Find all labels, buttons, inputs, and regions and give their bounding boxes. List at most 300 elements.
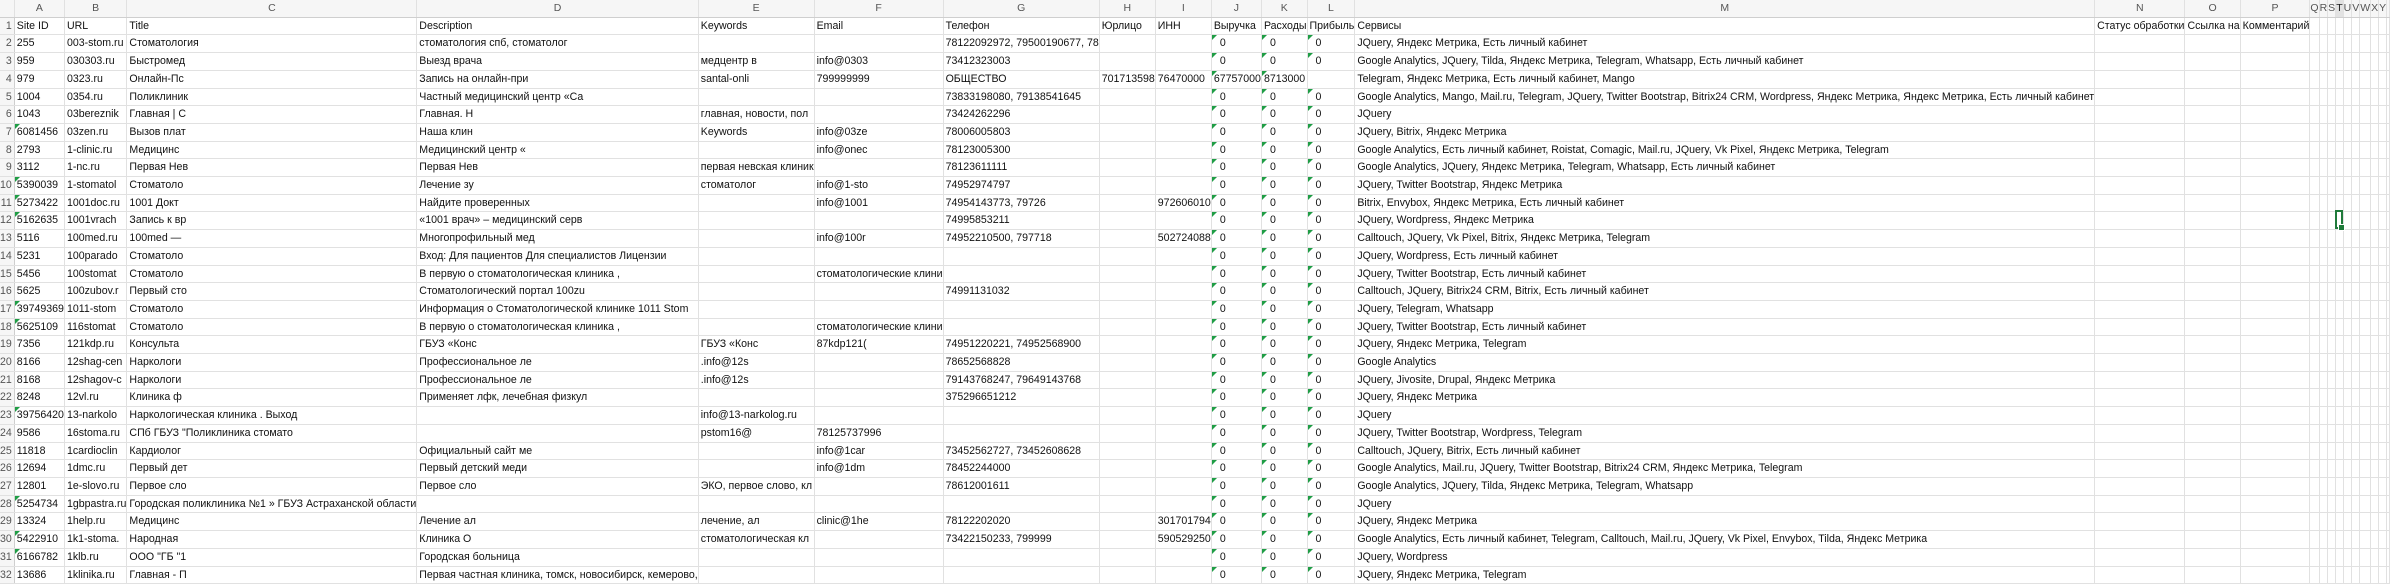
cell-u19[interactable] xyxy=(2343,336,2352,354)
cell-k25[interactable]: 0 xyxy=(1261,442,1307,460)
cell-d4[interactable]: Запись на онлайн-при xyxy=(417,70,698,88)
cell-w11[interactable] xyxy=(2360,194,2371,212)
cell-s21[interactable] xyxy=(2328,371,2336,389)
cell-j18[interactable]: 0 xyxy=(1211,318,1261,336)
cell-l29[interactable]: 0 xyxy=(1307,513,1355,531)
cell-i2[interactable] xyxy=(1155,35,1211,53)
cell-u30[interactable] xyxy=(2343,531,2352,549)
cell-overflow[interactable] xyxy=(2387,300,2390,318)
cell-c29[interactable]: Медицинс xyxy=(127,513,417,531)
cell-q30[interactable] xyxy=(2310,531,2319,549)
cell-r29[interactable] xyxy=(2319,513,2328,531)
cell-u18[interactable] xyxy=(2343,318,2352,336)
cell-m22[interactable]: JQuery, Яндекс Метрика xyxy=(1355,389,2095,407)
cell-e2[interactable] xyxy=(698,35,814,53)
cell-b9[interactable]: 1-nc.ru xyxy=(64,159,126,177)
cell-k1[interactable]: Расходы xyxy=(1261,17,1307,35)
cell-l4[interactable] xyxy=(1307,70,1355,88)
cell-c7[interactable]: Вызов плат xyxy=(127,123,417,141)
cell-s30[interactable] xyxy=(2328,531,2336,549)
cell-s10[interactable] xyxy=(2328,177,2336,195)
cell-r1[interactable] xyxy=(2319,17,2328,35)
cell-x30[interactable] xyxy=(2371,531,2379,549)
cell-overflow[interactable] xyxy=(2387,407,2390,425)
cell-r14[interactable] xyxy=(2319,247,2328,265)
cell-i23[interactable] xyxy=(1155,407,1211,425)
cell-s2[interactable] xyxy=(2328,35,2336,53)
cell-w12[interactable] xyxy=(2360,212,2371,230)
cell-t32[interactable] xyxy=(2336,566,2343,584)
cell-a30[interactable]: 5422910 xyxy=(14,531,64,549)
cell-g20[interactable]: 78652568828 xyxy=(943,354,1099,372)
cell-overflow[interactable] xyxy=(2387,177,2390,195)
cell-s3[interactable] xyxy=(2328,53,2336,71)
cell-q13[interactable] xyxy=(2310,230,2319,248)
cell-h27[interactable] xyxy=(1099,477,1155,495)
column-header-j[interactable]: J xyxy=(1211,0,1261,17)
cell-k11[interactable]: 0 xyxy=(1261,194,1307,212)
cell-q32[interactable] xyxy=(2310,566,2319,584)
row-header-22[interactable]: 22 xyxy=(0,389,14,407)
cell-i13[interactable]: 502724088 xyxy=(1155,230,1211,248)
cell-d16[interactable]: Стоматологический портал 100zu xyxy=(417,283,698,301)
cell-v32[interactable] xyxy=(2352,566,2360,584)
cell-c23[interactable]: Наркологическая клиника . Выход xyxy=(127,407,417,425)
cell-i7[interactable] xyxy=(1155,123,1211,141)
cell-t4[interactable] xyxy=(2336,70,2343,88)
cell-a24[interactable]: 9586 xyxy=(14,424,64,442)
cell-t8[interactable] xyxy=(2336,141,2343,159)
cell-w14[interactable] xyxy=(2360,247,2371,265)
cell-s17[interactable] xyxy=(2328,300,2336,318)
cell-k19[interactable]: 0 xyxy=(1261,336,1307,354)
column-header-n[interactable]: N xyxy=(2095,0,2185,17)
cell-n8[interactable] xyxy=(2095,141,2185,159)
cell-x6[interactable] xyxy=(2371,106,2379,124)
cell-n10[interactable] xyxy=(2095,177,2185,195)
cell-t15[interactable] xyxy=(2336,265,2343,283)
cell-j7[interactable]: 0 xyxy=(1211,123,1261,141)
cell-d23[interactable] xyxy=(417,407,698,425)
cell-p22[interactable] xyxy=(2240,389,2310,407)
cell-d32[interactable]: Первая частная клиника, томск, новосибирск, кемерово, xyxy=(417,566,698,584)
cell-s18[interactable] xyxy=(2328,318,2336,336)
cell-n26[interactable] xyxy=(2095,460,2185,478)
cell-overflow[interactable] xyxy=(2387,17,2390,35)
cell-j27[interactable]: 0 xyxy=(1211,477,1261,495)
cell-n13[interactable] xyxy=(2095,230,2185,248)
cell-y28[interactable] xyxy=(2379,495,2387,513)
cell-w20[interactable] xyxy=(2360,354,2371,372)
cell-r7[interactable] xyxy=(2319,123,2328,141)
cell-k28[interactable]: 0 xyxy=(1261,495,1307,513)
row-header-28[interactable]: 28 xyxy=(0,495,14,513)
cell-g19[interactable]: 74951220221, 74952568900 xyxy=(943,336,1099,354)
cell-j1[interactable]: Выручка xyxy=(1211,17,1261,35)
cell-i18[interactable] xyxy=(1155,318,1211,336)
cell-l32[interactable]: 0 xyxy=(1307,566,1355,584)
cell-v17[interactable] xyxy=(2352,300,2360,318)
cell-d20[interactable]: Профессиональное ле xyxy=(417,354,698,372)
cell-l31[interactable]: 0 xyxy=(1307,548,1355,566)
cell-k6[interactable]: 0 xyxy=(1261,106,1307,124)
cell-q21[interactable] xyxy=(2310,371,2319,389)
column-header-c[interactable]: C xyxy=(127,0,417,17)
cell-o3[interactable] xyxy=(2185,53,2240,71)
cell-e16[interactable] xyxy=(698,283,814,301)
cell-r30[interactable] xyxy=(2319,531,2328,549)
cell-i14[interactable] xyxy=(1155,247,1211,265)
cell-l3[interactable]: 0 xyxy=(1307,53,1355,71)
cell-j5[interactable]: 0 xyxy=(1211,88,1261,106)
cell-q3[interactable] xyxy=(2310,53,2319,71)
cell-n3[interactable] xyxy=(2095,53,2185,71)
cell-r4[interactable] xyxy=(2319,70,2328,88)
cell-r12[interactable] xyxy=(2319,212,2328,230)
cell-w27[interactable] xyxy=(2360,477,2371,495)
cell-s20[interactable] xyxy=(2328,354,2336,372)
cell-u1[interactable] xyxy=(2343,17,2352,35)
column-header-q[interactable]: Q xyxy=(2310,0,2319,17)
cell-m18[interactable]: JQuery, Twitter Bootstrap, Есть личный кабинет xyxy=(1355,318,2095,336)
cell-y32[interactable] xyxy=(2379,566,2387,584)
cell-q22[interactable] xyxy=(2310,389,2319,407)
cell-u5[interactable] xyxy=(2343,88,2352,106)
cell-h29[interactable] xyxy=(1099,513,1155,531)
cell-x23[interactable] xyxy=(2371,407,2379,425)
cell-n28[interactable] xyxy=(2095,495,2185,513)
cell-t7[interactable] xyxy=(2336,123,2343,141)
cell-overflow[interactable] xyxy=(2387,531,2390,549)
cell-a11[interactable]: 5273422 xyxy=(14,194,64,212)
cell-h23[interactable] xyxy=(1099,407,1155,425)
cell-m25[interactable]: Calltouch, JQuery, Bitrix, Есть личный кабинет xyxy=(1355,442,2095,460)
cell-q11[interactable] xyxy=(2310,194,2319,212)
cell-o22[interactable] xyxy=(2185,389,2240,407)
cell-r10[interactable] xyxy=(2319,177,2328,195)
cell-e5[interactable] xyxy=(698,88,814,106)
cell-d3[interactable]: Выезд врача xyxy=(417,53,698,71)
cell-p7[interactable] xyxy=(2240,123,2310,141)
cell-x20[interactable] xyxy=(2371,354,2379,372)
cell-l18[interactable]: 0 xyxy=(1307,318,1355,336)
cell-f16[interactable] xyxy=(814,283,943,301)
cell-k18[interactable]: 0 xyxy=(1261,318,1307,336)
cell-d26[interactable]: Первый детский меди xyxy=(417,460,698,478)
cell-c4[interactable]: Онлайн-Пс xyxy=(127,70,417,88)
cell-v9[interactable] xyxy=(2352,159,2360,177)
cell-overflow[interactable] xyxy=(2387,354,2390,372)
cell-j14[interactable]: 0 xyxy=(1211,247,1261,265)
cell-b6[interactable]: 03bereznik xyxy=(64,106,126,124)
cell-g23[interactable] xyxy=(943,407,1099,425)
cell-c32[interactable]: Главная - П xyxy=(127,566,417,584)
cell-w18[interactable] xyxy=(2360,318,2371,336)
cell-x10[interactable] xyxy=(2371,177,2379,195)
cell-e13[interactable] xyxy=(698,230,814,248)
cell-p18[interactable] xyxy=(2240,318,2310,336)
cell-q24[interactable] xyxy=(2310,424,2319,442)
cell-r16[interactable] xyxy=(2319,283,2328,301)
cell-b23[interactable]: 13-narkolo xyxy=(64,407,126,425)
cell-l28[interactable]: 0 xyxy=(1307,495,1355,513)
cell-w10[interactable] xyxy=(2360,177,2371,195)
cell-t13[interactable] xyxy=(2336,230,2343,248)
cell-w32[interactable] xyxy=(2360,566,2371,584)
cell-q2[interactable] xyxy=(2310,35,2319,53)
cell-a17[interactable]: 39749369 xyxy=(14,300,64,318)
cell-g25[interactable]: 73452562727, 73452608628 xyxy=(943,442,1099,460)
cell-f27[interactable] xyxy=(814,477,943,495)
cell-b27[interactable]: 1e-slovo.ru xyxy=(64,477,126,495)
cell-f4[interactable]: 799999999 xyxy=(814,70,943,88)
cell-d12[interactable]: «1001 врач» – медицинский серв xyxy=(417,212,698,230)
cell-k15[interactable]: 0 xyxy=(1261,265,1307,283)
cell-c27[interactable]: Первое сло xyxy=(127,477,417,495)
cell-e28[interactable] xyxy=(698,495,814,513)
cell-overflow[interactable] xyxy=(2387,88,2390,106)
cell-h12[interactable] xyxy=(1099,212,1155,230)
cell-v28[interactable] xyxy=(2352,495,2360,513)
cell-h16[interactable] xyxy=(1099,283,1155,301)
cell-a1[interactable]: Site ID xyxy=(14,17,64,35)
cell-h19[interactable] xyxy=(1099,336,1155,354)
cell-o14[interactable] xyxy=(2185,247,2240,265)
cell-k8[interactable]: 0 xyxy=(1261,141,1307,159)
cell-e22[interactable] xyxy=(698,389,814,407)
cell-l1[interactable]: Прибыль xyxy=(1307,17,1355,35)
cell-v8[interactable] xyxy=(2352,141,2360,159)
cell-k27[interactable]: 0 xyxy=(1261,477,1307,495)
cell-o30[interactable] xyxy=(2185,531,2240,549)
cell-b21[interactable]: 12shagov-c xyxy=(64,371,126,389)
column-header-t[interactable]: T xyxy=(2336,0,2343,17)
cell-h9[interactable] xyxy=(1099,159,1155,177)
cell-f12[interactable] xyxy=(814,212,943,230)
cell-v24[interactable] xyxy=(2352,424,2360,442)
cell-m7[interactable]: JQuery, Bitrix, Яндекс Метрика xyxy=(1355,123,2095,141)
cell-g27[interactable]: 78612001611 xyxy=(943,477,1099,495)
cell-y29[interactable] xyxy=(2379,513,2387,531)
cell-i31[interactable] xyxy=(1155,548,1211,566)
cell-y21[interactable] xyxy=(2379,371,2387,389)
column-header-x[interactable]: X xyxy=(2371,0,2379,17)
cell-c9[interactable]: Первая Нев xyxy=(127,159,417,177)
cell-overflow[interactable] xyxy=(2387,265,2390,283)
cell-v10[interactable] xyxy=(2352,177,2360,195)
cell-d11[interactable]: Найдите проверенных xyxy=(417,194,698,212)
cell-v30[interactable] xyxy=(2352,531,2360,549)
cell-f22[interactable] xyxy=(814,389,943,407)
cell-b17[interactable]: 1011-stom xyxy=(64,300,126,318)
cell-r2[interactable] xyxy=(2319,35,2328,53)
cell-i5[interactable] xyxy=(1155,88,1211,106)
cell-y24[interactable] xyxy=(2379,424,2387,442)
cell-j3[interactable]: 0 xyxy=(1211,53,1261,71)
cell-o19[interactable] xyxy=(2185,336,2240,354)
cell-u9[interactable] xyxy=(2343,159,2352,177)
cell-o1[interactable]: Ссылка на xyxy=(2185,17,2240,35)
cell-a28[interactable]: 5254734 xyxy=(14,495,64,513)
cell-f7[interactable]: info@03ze xyxy=(814,123,943,141)
cell-l12[interactable]: 0 xyxy=(1307,212,1355,230)
cell-e23[interactable]: info@13-narkolog.ru xyxy=(698,407,814,425)
cell-s25[interactable] xyxy=(2328,442,2336,460)
cell-n12[interactable] xyxy=(2095,212,2185,230)
cell-f32[interactable] xyxy=(814,566,943,584)
cell-k13[interactable]: 0 xyxy=(1261,230,1307,248)
cell-b22[interactable]: 12vl.ru xyxy=(64,389,126,407)
cell-p14[interactable] xyxy=(2240,247,2310,265)
cell-w9[interactable] xyxy=(2360,159,2371,177)
cell-q27[interactable] xyxy=(2310,477,2319,495)
cell-e9[interactable]: первая невская клиник xyxy=(698,159,814,177)
cell-u2[interactable] xyxy=(2343,35,2352,53)
cell-c2[interactable]: Стоматология xyxy=(127,35,417,53)
cell-h26[interactable] xyxy=(1099,460,1155,478)
cell-x17[interactable] xyxy=(2371,300,2379,318)
cell-o17[interactable] xyxy=(2185,300,2240,318)
cell-m31[interactable]: JQuery, Wordpress xyxy=(1355,548,2095,566)
cell-overflow[interactable] xyxy=(2387,123,2390,141)
row-header-17[interactable]: 17 xyxy=(0,300,14,318)
cell-m30[interactable]: Google Analytics, Есть личный кабинет, Telegram, Calltouch, Mail.ru, JQuery, Vk Pixel, Envybox, Tilda, Яндекс Метрика xyxy=(1355,531,2095,549)
cell-c17[interactable]: Стоматоло xyxy=(127,300,417,318)
cell-i30[interactable]: 590529250 xyxy=(1155,531,1211,549)
cell-v25[interactable] xyxy=(2352,442,2360,460)
cell-y20[interactable] xyxy=(2379,354,2387,372)
cell-d22[interactable]: Применяет лфк, лечебная физкул xyxy=(417,389,698,407)
cell-d10[interactable]: Лечение зу xyxy=(417,177,698,195)
cell-o20[interactable] xyxy=(2185,354,2240,372)
cell-e29[interactable]: лечение, ал xyxy=(698,513,814,531)
cell-j22[interactable]: 0 xyxy=(1211,389,1261,407)
cell-d6[interactable]: Главная. Н xyxy=(417,106,698,124)
cell-f29[interactable]: clinic@1he xyxy=(814,513,943,531)
cell-j19[interactable]: 0 xyxy=(1211,336,1261,354)
cell-a12[interactable]: 5162635 xyxy=(14,212,64,230)
cell-p13[interactable] xyxy=(2240,230,2310,248)
row-header-29[interactable]: 29 xyxy=(0,513,14,531)
cell-c22[interactable]: Клиника ф xyxy=(127,389,417,407)
cell-g31[interactable] xyxy=(943,548,1099,566)
cell-j16[interactable]: 0 xyxy=(1211,283,1261,301)
cell-y15[interactable] xyxy=(2379,265,2387,283)
cell-x15[interactable] xyxy=(2371,265,2379,283)
cell-i25[interactable] xyxy=(1155,442,1211,460)
cell-p2[interactable] xyxy=(2240,35,2310,53)
cell-y10[interactable] xyxy=(2379,177,2387,195)
cell-c1[interactable]: Title xyxy=(127,17,417,35)
cell-a22[interactable]: 8248 xyxy=(14,389,64,407)
cell-s31[interactable] xyxy=(2328,548,2336,566)
cell-t1[interactable] xyxy=(2336,17,2343,35)
cell-overflow[interactable] xyxy=(2387,159,2390,177)
row-header-4[interactable]: 4 xyxy=(0,70,14,88)
cell-w26[interactable] xyxy=(2360,460,2371,478)
cell-overflow[interactable] xyxy=(2387,53,2390,71)
cell-b19[interactable]: 121kdp.ru xyxy=(64,336,126,354)
cell-u23[interactable] xyxy=(2343,407,2352,425)
cell-overflow[interactable] xyxy=(2387,247,2390,265)
cell-u32[interactable] xyxy=(2343,566,2352,584)
cell-v18[interactable] xyxy=(2352,318,2360,336)
cell-h15[interactable] xyxy=(1099,265,1155,283)
cell-g5[interactable]: 73833198080, 79138541645 xyxy=(943,88,1099,106)
cell-p32[interactable] xyxy=(2240,566,2310,584)
cell-j8[interactable]: 0 xyxy=(1211,141,1261,159)
cell-k20[interactable]: 0 xyxy=(1261,354,1307,372)
cell-u24[interactable] xyxy=(2343,424,2352,442)
cell-e3[interactable]: медцентр в xyxy=(698,53,814,71)
cell-c3[interactable]: Быстромед xyxy=(127,53,417,71)
cell-f10[interactable]: info@1-sto xyxy=(814,177,943,195)
cell-m1[interactable]: Сервисы xyxy=(1355,17,2095,35)
cell-q9[interactable] xyxy=(2310,159,2319,177)
cell-overflow[interactable] xyxy=(2387,336,2390,354)
cell-j12[interactable]: 0 xyxy=(1211,212,1261,230)
cell-n29[interactable] xyxy=(2095,513,2185,531)
cell-o4[interactable] xyxy=(2185,70,2240,88)
cell-c5[interactable]: Поликлиник xyxy=(127,88,417,106)
cell-s12[interactable] xyxy=(2328,212,2336,230)
cell-m10[interactable]: JQuery, Twitter Bootstrap, Яндекс Метрика xyxy=(1355,177,2095,195)
row-header-31[interactable]: 31 xyxy=(0,548,14,566)
cell-b32[interactable]: 1klinika.ru xyxy=(64,566,126,584)
cell-s24[interactable] xyxy=(2328,424,2336,442)
cell-a20[interactable]: 8166 xyxy=(14,354,64,372)
cell-r28[interactable] xyxy=(2319,495,2328,513)
cell-c25[interactable]: Кардиолог xyxy=(127,442,417,460)
cell-v14[interactable] xyxy=(2352,247,2360,265)
cell-x16[interactable] xyxy=(2371,283,2379,301)
cell-o8[interactable] xyxy=(2185,141,2240,159)
column-header-b[interactable]: B xyxy=(64,0,126,17)
cell-d19[interactable]: ГБУЗ «Конс xyxy=(417,336,698,354)
cell-m15[interactable]: JQuery, Twitter Bootstrap, Есть личный кабинет xyxy=(1355,265,2095,283)
cell-g7[interactable]: 78006005803 xyxy=(943,123,1099,141)
cell-d25[interactable]: Официальный сайт ме xyxy=(417,442,698,460)
cell-j21[interactable]: 0 xyxy=(1211,371,1261,389)
cell-t6[interactable] xyxy=(2336,106,2343,124)
row-header-11[interactable]: 11 xyxy=(0,194,14,212)
cell-m2[interactable]: JQuery, Яндекс Метрика, Есть личный кабинет xyxy=(1355,35,2095,53)
cell-t10[interactable] xyxy=(2336,177,2343,195)
cell-a21[interactable]: 8168 xyxy=(14,371,64,389)
cell-m3[interactable]: Google Analytics, JQuery, Tilda, Яндекс Метрика, Telegram, Whatsapp, Есть личный кабинет xyxy=(1355,53,2095,71)
select-all-corner[interactable] xyxy=(0,0,14,17)
cell-a26[interactable]: 12694 xyxy=(14,460,64,478)
cell-h1[interactable]: Юрлицо xyxy=(1099,17,1155,35)
cell-k12[interactable]: 0 xyxy=(1261,212,1307,230)
cell-c14[interactable]: Стоматоло xyxy=(127,247,417,265)
cell-q15[interactable] xyxy=(2310,265,2319,283)
cell-g26[interactable]: 78452244000 xyxy=(943,460,1099,478)
cell-y13[interactable] xyxy=(2379,230,2387,248)
cell-k9[interactable]: 0 xyxy=(1261,159,1307,177)
cell-n31[interactable] xyxy=(2095,548,2185,566)
cell-y18[interactable] xyxy=(2379,318,2387,336)
cell-n20[interactable] xyxy=(2095,354,2185,372)
cell-w8[interactable] xyxy=(2360,141,2371,159)
cell-k16[interactable]: 0 xyxy=(1261,283,1307,301)
cell-w2[interactable] xyxy=(2360,35,2371,53)
cell-t26[interactable] xyxy=(2336,460,2343,478)
cell-m16[interactable]: Calltouch, JQuery, Bitrix24 CRM, Bitrix, Есть личный кабинет xyxy=(1355,283,2095,301)
cell-p24[interactable] xyxy=(2240,424,2310,442)
cell-m13[interactable]: Calltouch, JQuery, Vk Pixel, Bitrix, Яндекс Метрика, Telegram xyxy=(1355,230,2095,248)
cell-k23[interactable]: 0 xyxy=(1261,407,1307,425)
